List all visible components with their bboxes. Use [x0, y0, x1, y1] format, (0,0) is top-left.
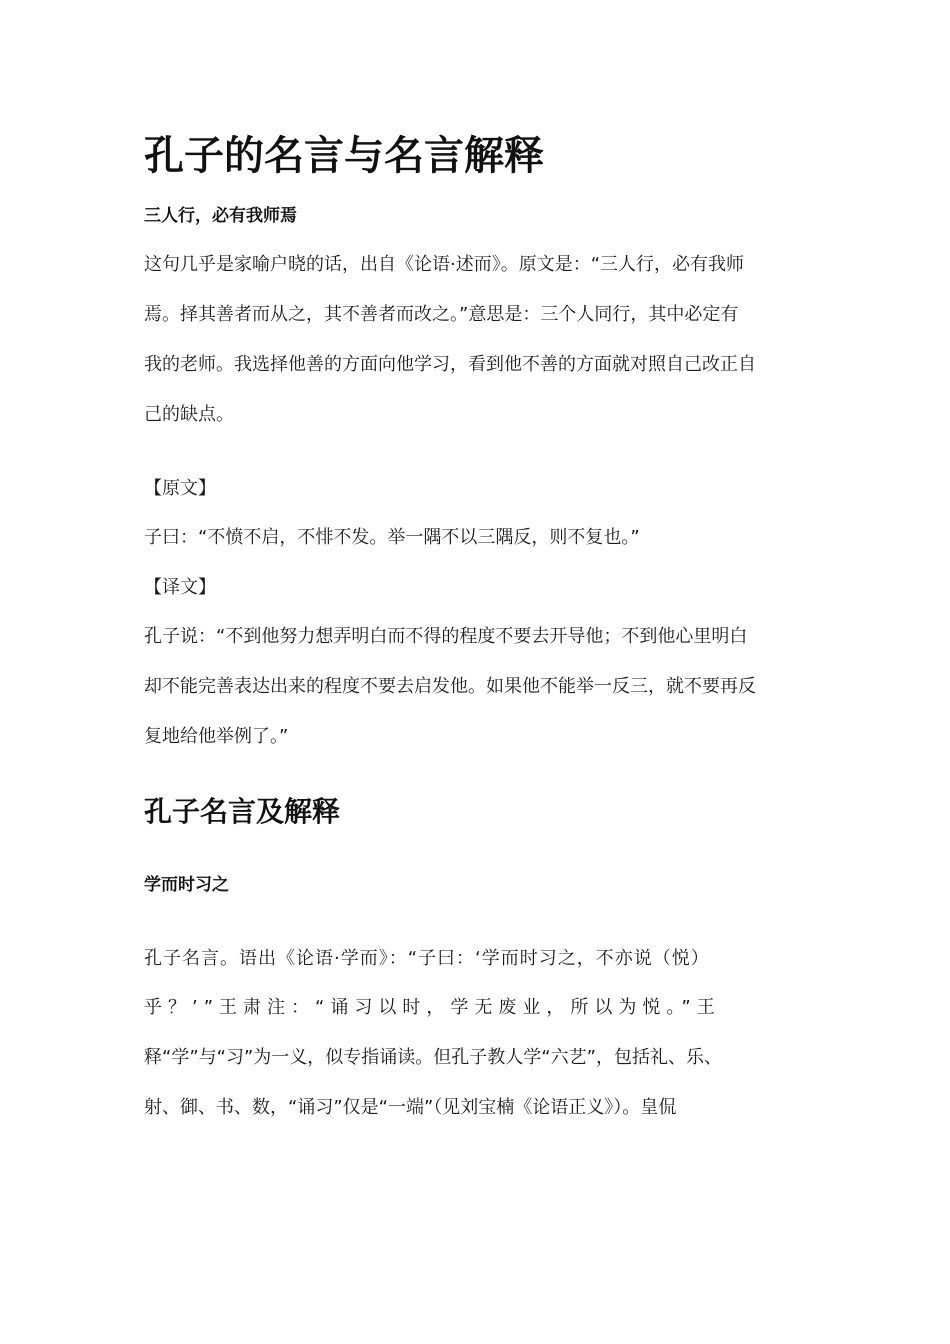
section1-paragraph-line-2: 焉。择其善者而从之，其不善者而改之。”意思是：三个人同行，其中必定有: [144, 304, 739, 325]
section1-paragraph-line-4: 己的缺点。: [144, 404, 234, 425]
section2-subheading: 学而时习之: [144, 875, 229, 895]
section2-paragraph-line-2: 乎？’”王肃注：“诵习以时，学无废业，所以为悦。”王: [144, 997, 721, 1018]
translation-line-2: 却不能完善表达出来的程度不要去启发他。如果他不能举一反三，就不要再反: [144, 676, 756, 697]
translation-line-1: 孔子说：“不到他努力想弄明白而不得的程度不要去开导他；不到他心里明白: [144, 626, 748, 647]
section1-heading: 三人行，必有我师焉: [144, 206, 297, 226]
document-title: 孔子的名言与名言解释: [144, 133, 544, 179]
section2-heading: 孔子名言及解释: [144, 795, 341, 828]
section2-paragraph-line-3: 释“学”与“习”为一义，似专指诵读。但孔子教人学“六艺”，包括礼、乐、: [144, 1047, 722, 1068]
section2-paragraph-line-1: 孔子名言。语出《论语·学而》：“子曰：‘学而时习之，不亦说（悦）: [144, 948, 710, 969]
original-text: 子曰：“不愤不启，不悱不发。举一隅不以三隅反，则不复也。”: [144, 527, 640, 548]
original-label: 【原文】: [144, 478, 216, 499]
translation-label: 【译文】: [144, 577, 216, 598]
section1-paragraph-line-3: 我的老师。我选择他善的方面向他学习，看到他不善的方面就对照自己改正自: [144, 354, 756, 375]
section1-paragraph-line-1: 这句几乎是家喻户晓的话，出自《论语·述而》。原文是：“三人行，必有我师: [144, 254, 745, 275]
translation-line-3: 复地给他举例了。”: [144, 726, 289, 747]
section2-paragraph-line-4: 射、御、书、数，“诵习”仅是“一端”（见刘宝楠《论语正义》）。皇侃: [144, 1097, 677, 1118]
